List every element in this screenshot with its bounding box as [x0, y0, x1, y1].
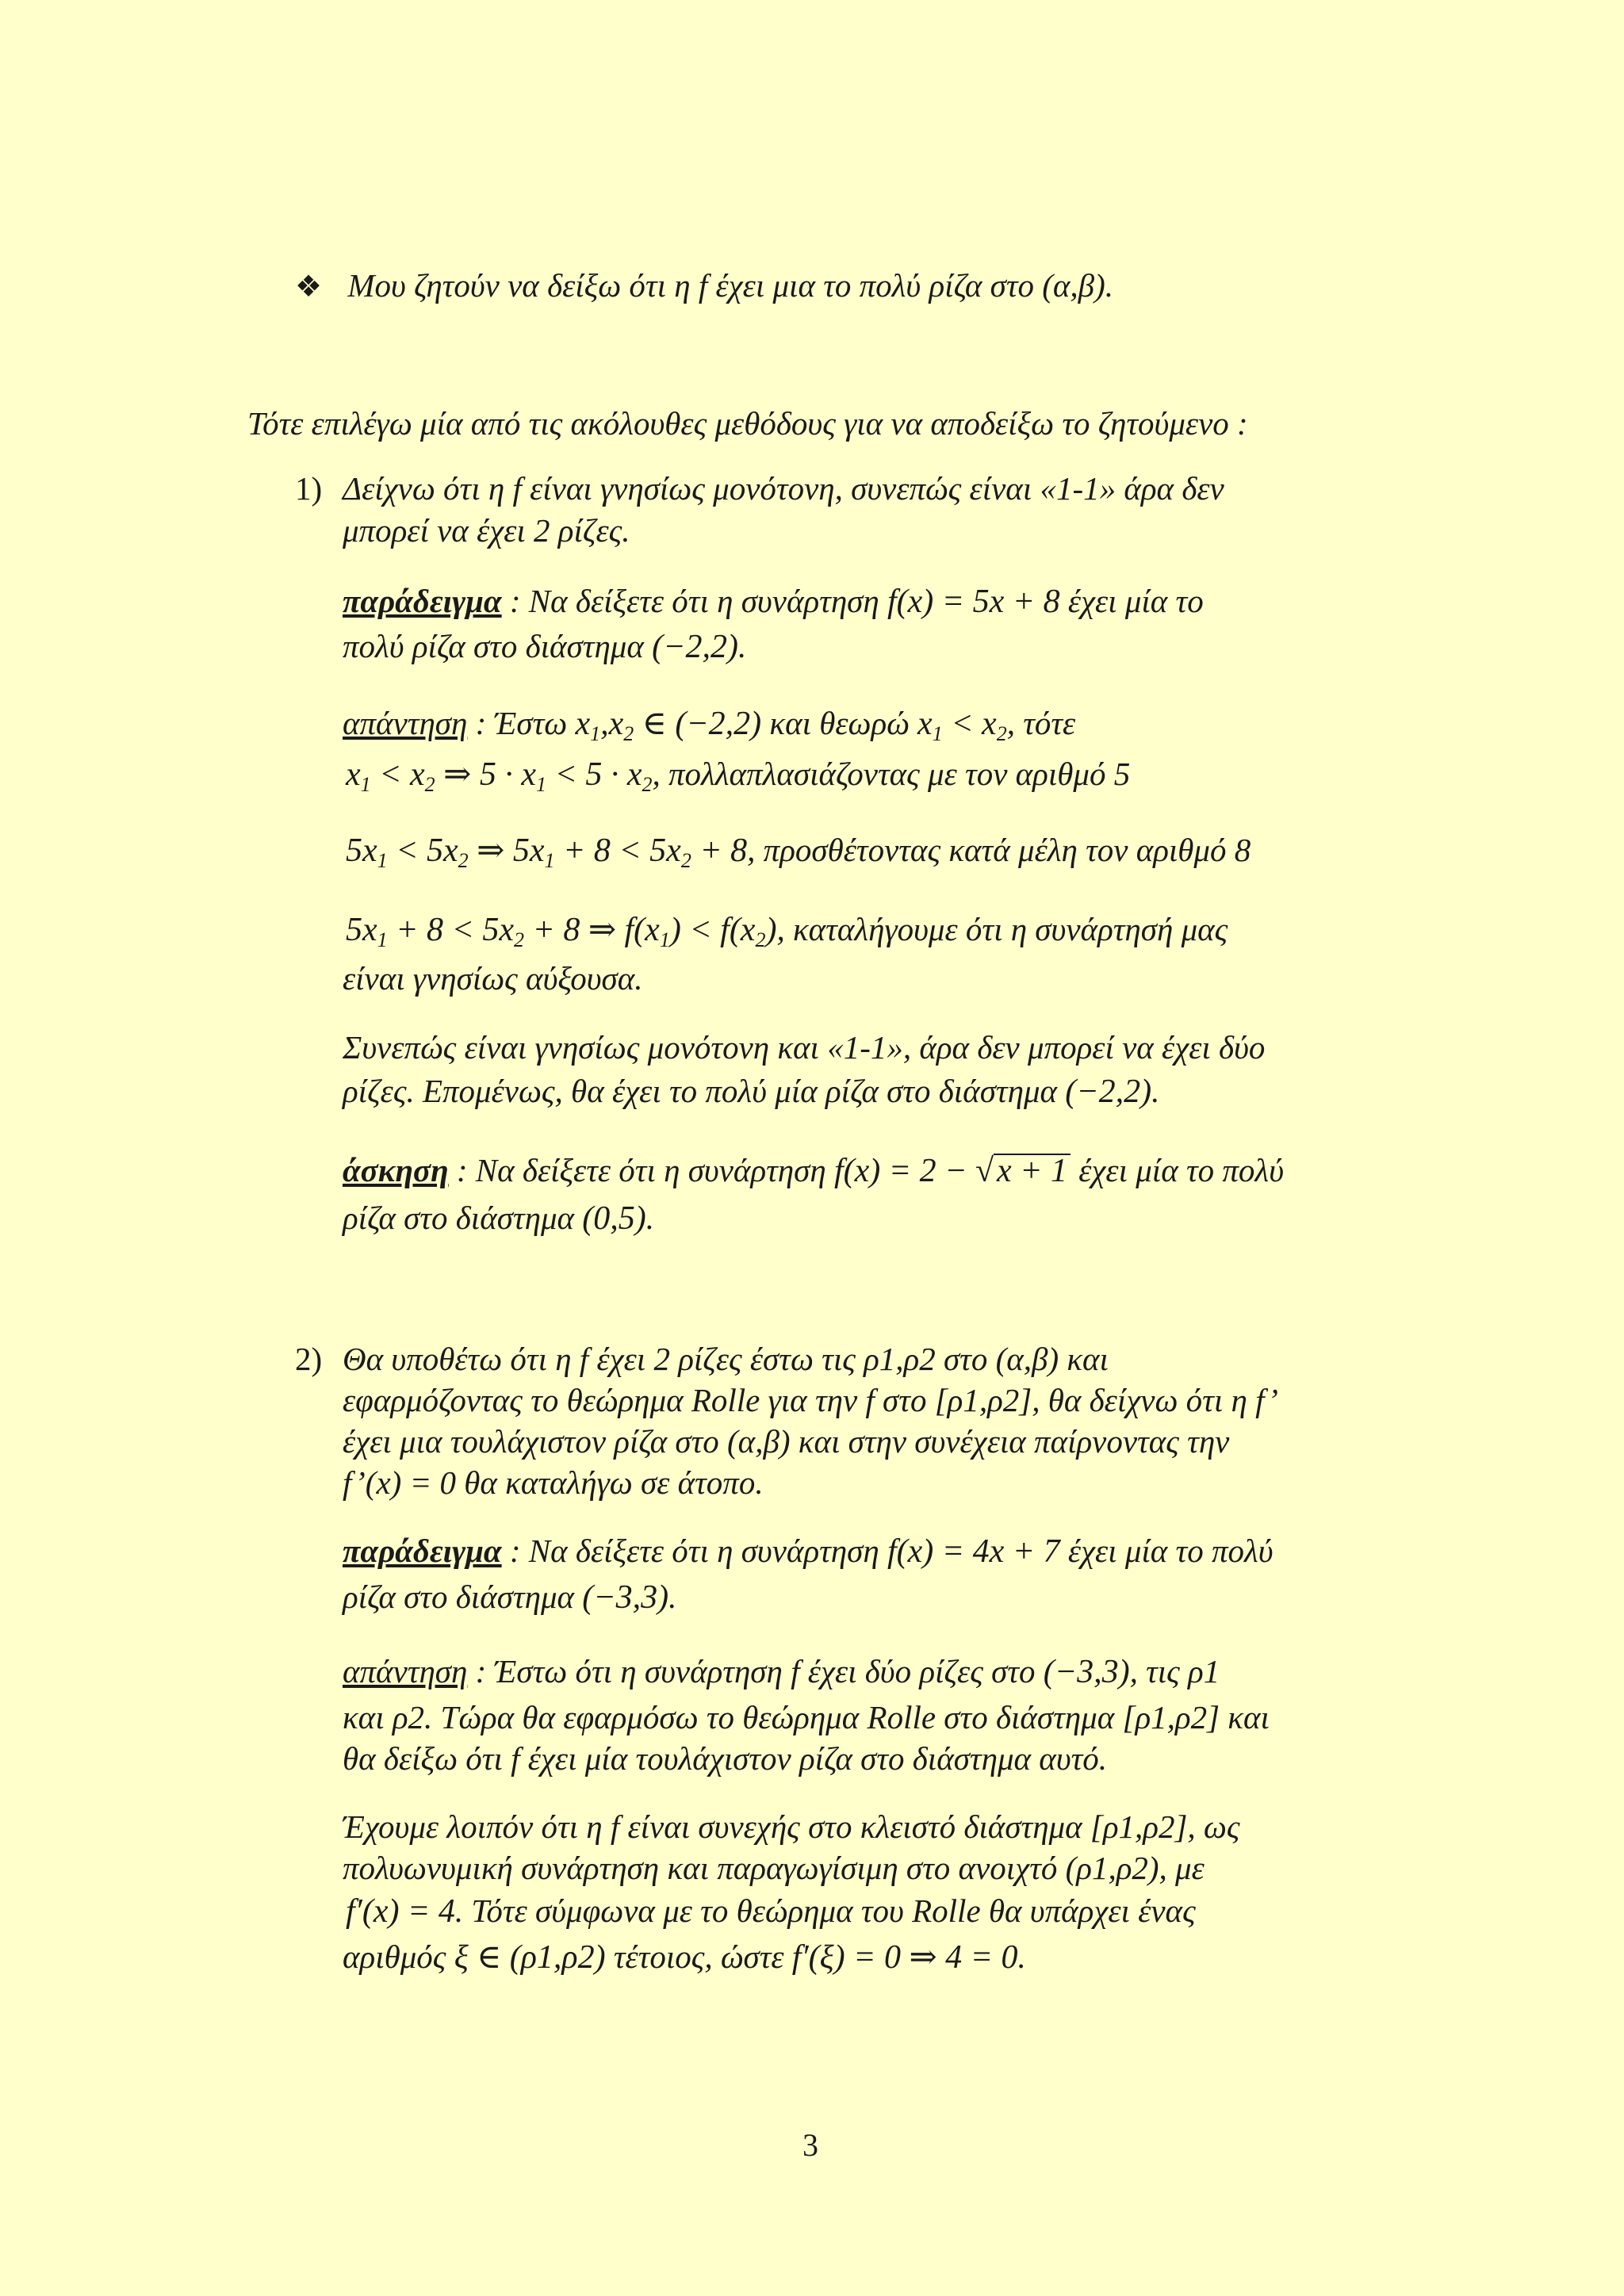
method2-line3: έχει μια τουλάχιστον ρίζα στο (α,β) και στην συνέχεια παίρνοντας την — [343, 1423, 1230, 1460]
diamond-bullet-icon: ❖ — [295, 270, 323, 304]
method1-line2: μπορεί να έχει 2 ρίζες. — [343, 512, 630, 549]
conclusion1-line1: Συνεπώς είναι γνησίως μονότονη και «1-1», άρα δεν μπορεί να έχει δύο — [343, 1029, 1266, 1066]
rolle-para-line2: πολυωνυμική συνάρτηση και παραγωγίσιμη στο ανοιχτό (ρ1,ρ2), με — [343, 1850, 1205, 1886]
answer1-line2: $x_1 < x_2$ ⇒ $5 \cdot x_1 < 5 \cdot x_2$, πολλαπλασιάζοντας με τον αριθμό 5 — [346, 756, 1131, 796]
exercise-line2: ρίζα στο διάστημα (0,5). — [343, 1200, 655, 1237]
method2-example-line1: παράδειγμα : Να δείξετε ότι η συνάρτηση f(x) = 4x + 7 έχει μία το πολύ — [343, 1533, 1274, 1570]
bullet-line — [295, 265, 1113, 308]
rolle-para-line4: αριθμός ξ ∈ (ρ1,ρ2) τέτοιος, ώστε f′(ξ) = 0 ⇒ 4 = 0. — [343, 1938, 1026, 1976]
method1-number: 1) — [295, 470, 323, 507]
page-number: 3 — [802, 2127, 818, 2163]
method2-line4: f’(x) = 0 θα καταλήγω σε άτοπο. — [343, 1464, 764, 1501]
answer2-line1: απάντηση : Έστω ότι η συνάρτηση f έχει δύο ρίζες στο (−3,3), τις ρ1 — [343, 1653, 1220, 1690]
sqrt-sign: √ — [975, 1153, 994, 1189]
intro-text: Τότε επιλέγω μία από τις ακόλουθες μεθόδους για να αποδείξω το ζητούμενο : — [247, 405, 1248, 442]
method1-line1: Δείχνω ότι η f είναι γνησίως μονότονη, συνεπώς είναι «1-1» άρα δεν — [343, 470, 1224, 507]
bullet-text: Μου ζητούν να δείξω ότι η f έχει μια το πολύ ρίζα στο (α,β). — [347, 267, 1113, 304]
method2-example-line2: ρίζα στο διάστημα (−3,3). — [343, 1578, 677, 1616]
answer2-line2: και ρ2. Τώρα θα εφαρμόσω το θεώρημα Rolle στο διάστημα [ρ1,ρ2] και — [343, 1699, 1270, 1735]
exercise-label: άσκηση — [343, 1152, 449, 1188]
answer1-line3: $5x_1 < 5x_2$ ⇒ $5x_1 + 8 < 5x_2 + 8$, προσθέτοντας κατά μέλη τον αριθμό 8 — [346, 832, 1251, 872]
answer1-label: απάντηση — [343, 705, 468, 741]
answer2-line3: θα δείξω ότι f έχει μία τουλάχιστον ρίζα στο διάστημα αυτό. — [343, 1740, 1108, 1777]
exercise-line1: άσκηση : Να δείξετε ότι η συνάρτηση f(x) = 2 − √x + 1 έχει μία το πολύ — [343, 1152, 1285, 1189]
method2-line1: Θα υποθέτω ότι η f έχει 2 ρίζες έστω τις ρ1,ρ2 στο (α,β) και — [343, 1341, 1109, 1377]
example2-label: παράδειγμα — [343, 1533, 502, 1569]
method2-number: 2) — [295, 1341, 323, 1377]
example1-interval: (−2,2) — [652, 629, 738, 665]
method1-example-line2: πολύ ρίζα στο διάστημα (−2,2). — [343, 628, 747, 665]
rolle-para-line3: f′(x) = 4. Τότε σύμφωνα με το θεώρημα του Rolle θα υπάρχει ένας — [346, 1892, 1196, 1930]
answer1-line1: απάντηση : Έστω $x_1,x_2$ ∈ (−2,2) και θεωρώ $x_1 < x_2$, τότε — [343, 705, 1076, 745]
example1-label: παράδειγμα — [343, 583, 502, 619]
method1-example-line1: παράδειγμα : Να δείξετε ότι η συνάρτηση f(x) = 5x + 8 έχει μία το — [343, 583, 1204, 620]
answer2-label: απάντηση — [343, 1653, 468, 1689]
answer1-line5: είναι γνησίως αύξουσα. — [343, 960, 643, 997]
method2-line2: εφαρμόζοντας το θεώρημα Rolle για την f στο [ρ1,ρ2], θα δείχνω ότι η f’ — [343, 1382, 1278, 1418]
rolle-para-line1: Έχουμε λοιπόν ότι η f είναι συνεχής στο κλειστό διάστημα [ρ1,ρ2], ως — [343, 1808, 1240, 1845]
example1-formula: f(x) = 5x + 8 — [887, 584, 1060, 620]
conclusion1-line2: ρίζες. Επομένως, θα έχει το πολύ μία ρίζα στο διάστημα (−2,2). — [343, 1073, 1160, 1110]
answer1-line4: $5x_1 + 8 < 5x_2 + 8$ ⇒ $f(x_1) < f(x_2)$, καταλήγουμε ότι η συνάρτησή μας — [346, 911, 1228, 951]
sqrt-radicand: x + 1 — [994, 1154, 1071, 1187]
